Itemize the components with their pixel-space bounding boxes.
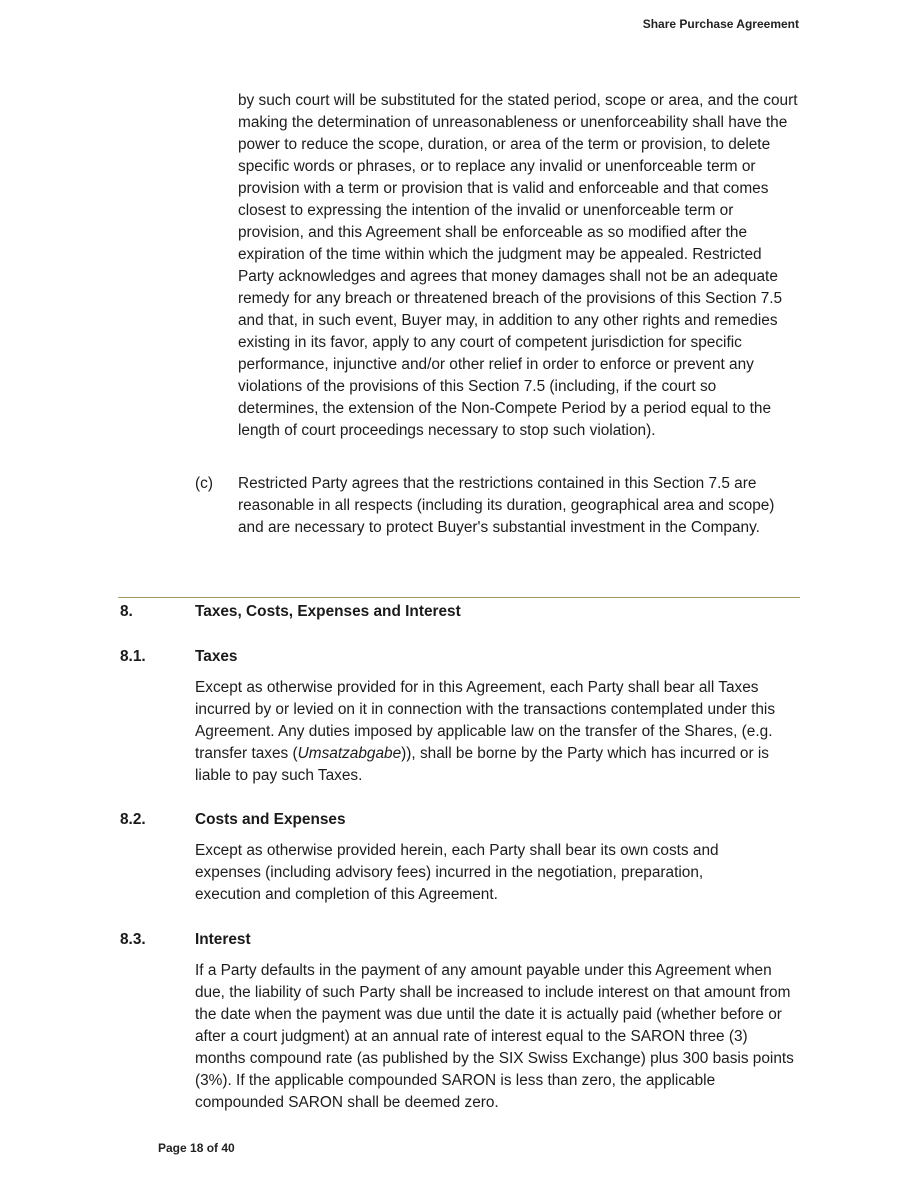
section-number: 8.1. [120,648,146,665]
list-item-text: Restricted Party agrees that the restrictions contained in this Section 7.5 are reasonable in all respects (including its duration, geographical area and scope) and are necessary to protect Buyer's substantial investment in the Company. [238,475,775,536]
continuation-paragraph: by such court will be substituted for the stated period, scope or area, and the court making the determination of unreasonableness or unenforceability shall have the power to reduce the scope, duration, or area of the term or provision, to delete specific words or phrases, or to replace any invalid or unenforceable term or provision with a term or provision that is valid and enforceable and that comes closest to expressing the intention of the invalid or unenforceable term or provision, and this Agreement shall be enforceable as so modified after the expiration of the time within which the judgment may be appealed. Restricted Party acknowledges and agrees that money damages shall not be an adequate remedy for any breach or threatened breach of the provisions of this Section 7.5 and that, in such event, Buyer may, in addition to any other rights and remedies existing in its favor, apply to any court of competent jurisdiction for specific performance, injunctive and/or other relief in order to enforce or prevent any violations of the provisions of this Section 7.5 (including, if the court so determines, the extension of the Non-Compete Period by a period equal to the length of court proceedings necessary to stop such violation). [238,92,798,439]
section-8-heading [0,601,918,623]
running-header: Share Purchase Agreement [642,17,799,31]
list-marker: (c) [195,475,213,492]
section-title: Costs and Expenses [195,811,346,828]
taxes-text-end: )), shall be borne by the Party which has incurred or is liable to pay such Taxes. [195,745,770,784]
section-title: Interest [195,931,251,948]
section-number: 8.2. [120,811,146,828]
section-8-2-heading [0,809,918,831]
section-8-1-paragraph [195,677,801,787]
taxes-italic-term: Umsatzabgabe [297,745,402,762]
section-title: Taxes [195,648,238,665]
section-title: Taxes, Costs, Expenses and Interest [195,603,461,620]
section-8-1-heading [0,646,918,668]
section-number: 8.3. [120,931,146,948]
section-divider [118,597,800,598]
section-number: 8. [120,603,133,620]
taxes-text-start: Except as otherwise provided for in this Agreement, each Party shall bear all Taxes incurred by or levied on it in connection with the transactions contemplated under this Agreement. Any duties imposed by applicable law on the transfer of the Shares, (e.g. transfer taxes ( [195,679,776,762]
page-number: Page 18 of 40 [158,1141,235,1155]
section-8-2-paragraph: Except as otherwise provided herein, each Party shall bear its own costs and expenses (including advisory fees) incurred in the negotiation, preparation, execution and completion of this Agreement. [195,842,719,903]
section-8-3-paragraph: If a Party defaults in the payment of any amount payable under this Agreement when due, the liability of such Party shall be increased to include interest on that amount from the date when the payment was due until the date it is actually paid (whether before or after a court judgment) at an annual rate of interest equal to the SARON three (3) months compound rate (as published by the SIX Swiss Exchange) plus 300 basis points (3%). If the applicable compounded SARON is less than zero, the applicable compounded SARON shall be deemed zero. [195,962,794,1111]
section-8-3-heading [0,929,918,951]
